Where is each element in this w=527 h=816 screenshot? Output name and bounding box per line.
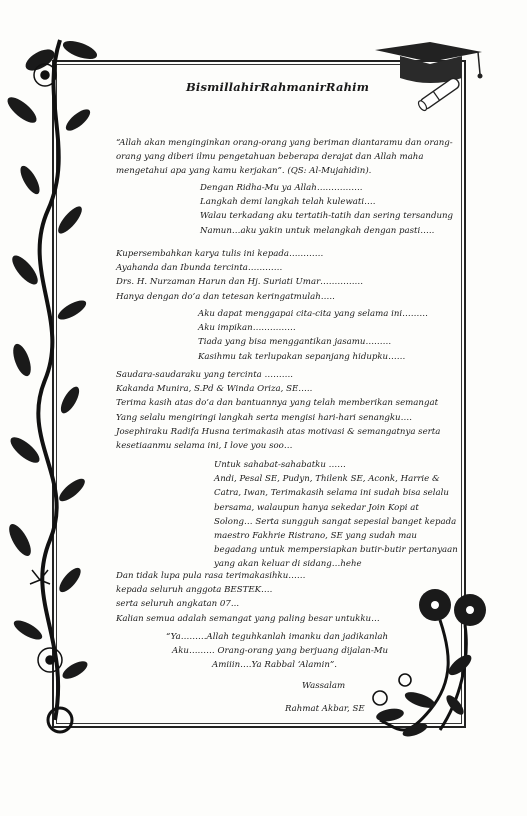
thanks-line: serta seluruh angkatan 07...: [116, 599, 240, 610]
stanza-line: Aku impikan……………: [198, 323, 296, 334]
siblings-line: Josephiraku Radifa Husna terimakasih atas motivasi & semangatnya serta: [116, 426, 441, 437]
wassalam: Wassalam: [302, 681, 346, 691]
closing-prayer: [166, 630, 388, 673]
siblings-line: Terima kasih atas do’a dan bantuannya yang telah memberikan semangat: [116, 398, 439, 409]
dedication-siblings: [116, 368, 440, 453]
stanza-line: Dengan Ridha-Mu ya Allah…………….: [200, 183, 363, 193]
friends-line: Untuk sahabat-sahabatku ……: [214, 460, 346, 470]
thanks-line: Dan tidak lupa pula rasa terimakasihku……: [116, 571, 306, 581]
floral-vine-left-decoration: [0, 20, 120, 750]
stanza-line: Kasihmu tak terlupakan sepanjang hidupku……: [198, 351, 406, 362]
siblings-line: kesetiaanmu selama ini, I love you soo…: [116, 441, 293, 452]
quran-quote: [116, 136, 453, 179]
stanza-cita-cita: [198, 307, 428, 364]
stanza-line: Langkah demi langkah telah kulewati….: [200, 197, 376, 208]
thanks-bestek: [116, 569, 380, 626]
friends-line: Andi, Pesal SE, Pudyn, Thilenk SE, Aconk, Harrie &: [214, 474, 440, 485]
friends-line: Catra, Iwan, Terimakasih selama ini sudah bisa selalu: [214, 488, 449, 499]
bismillah-heading: BismillahirRahmanirRahim: [186, 80, 370, 94]
friends-line: bersama, walaupun hanya sekedar Join Kopi at: [214, 502, 419, 513]
stanza-line: Namun…aku yakin untuk melangkah dengan pasti…..: [200, 225, 435, 236]
dedication-line: Kupersembahkan karya tulis ini kepada…………: [116, 249, 324, 259]
friends-line: maestro Fakhrie Ristrano, SE yang sudah mau: [214, 531, 417, 542]
dedication-line: Drs. H. Nurzaman Harun dan Hj. Suriati Umar……………: [116, 277, 364, 288]
dedication-line: Hanya dengan do’a dan tetesan keringatmulah…..: [116, 291, 335, 302]
stanza-line: Tiada yang bisa menggantikan jasamu………: [198, 337, 392, 348]
author-name: Rahmat Akbar, SE: [285, 704, 365, 714]
siblings-line: Kakanda Munira, S.Pd & Winda Oriza, SE…..: [116, 384, 313, 395]
dedication-parents: [116, 247, 363, 304]
siblings-line: Yang selalu mengiringi langkah serta mengisi hari-hari senangku….: [116, 412, 412, 423]
graduation-cap-icon: [370, 36, 490, 116]
friends-line: begadang untuk mempersiapkan butir-butir pertanyaan: [214, 545, 458, 556]
friends-line: Solong… Serta sungguh sangat sepesial banget kepada: [214, 516, 457, 527]
friends-line: yang akan keluar di sidang…hehe: [214, 559, 362, 570]
prayer-line: Aku……… Orang-orang yang berjuang dijalan-Mu: [172, 646, 389, 657]
dedication-line: Ayahanda dan Ibunda tercinta…………: [116, 263, 283, 274]
quote-line: mengetahui apa yang kamu kerjakan”. (QS: Al-Mujahidin).: [116, 166, 372, 177]
siblings-line: Saudara-saudaraku yang tercinta ……….: [116, 370, 294, 380]
prayer-line: “Ya………Allah teguhkanlah imanku dan jadikanlah: [166, 632, 388, 642]
stanza-ridha: [200, 181, 453, 238]
quote-line: “Allah akan menginginkan orang-orang yang beriman diantaramu dan orang-: [116, 138, 453, 148]
prayer-line: Amiiin….Ya Rabbal ‘Alamin”.: [212, 660, 337, 671]
thanks-line: Kalian semua adalah semangat yang paling besar untukku…: [116, 613, 380, 624]
stanza-line: Aku dapat menggapai cita-cita yang selama ini………: [198, 309, 428, 319]
stanza-line: Walau terkadang aku tertatih-tatih dan sering tersandung: [200, 211, 454, 222]
quote-line: orang yang diberi ilmu pengetahuan beberapa derajat dan Allah maha: [116, 152, 424, 163]
dedication-friends: [214, 458, 458, 572]
thanks-line: kepada seluruh anggota BESTEK….: [116, 585, 273, 596]
